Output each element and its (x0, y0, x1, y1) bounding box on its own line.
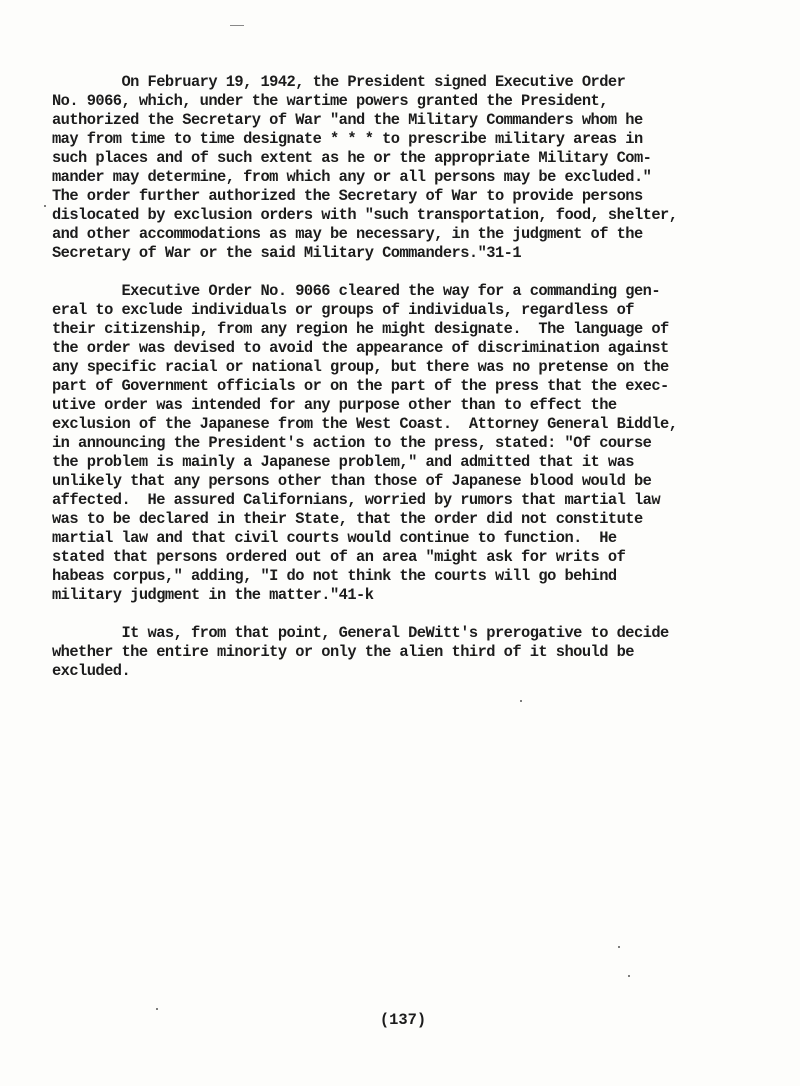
text-line: affected. He assured Californians, worried by rumors that martial law (52, 491, 661, 509)
scan-speck (156, 1008, 158, 1010)
text-line: unlikely that any persons other than those of Japanese blood would be (52, 472, 652, 490)
text-line: Secretary of War or the said Military Commanders."31-1 (52, 244, 522, 262)
text-line: was to be declared in their State, that the order did not constitute (52, 510, 643, 528)
text-line: military judgment in the matter."41-k (52, 586, 374, 604)
text-line: On February 19, 1942, the President signed Executive Order (52, 73, 626, 91)
scan-speck (44, 205, 46, 207)
text-line: eral to exclude individuals or groups of individuals, regardless of (52, 301, 634, 319)
text-line: and other accommodations as may be necessary, in the judgment of the (52, 225, 643, 243)
text-line: such places and of such extent as he or the appropriate Military Com- (52, 149, 652, 167)
text-line: authorized the Secretary of War "and the Military Commanders whom he (52, 111, 643, 129)
text-line: martial law and that civil courts would continue to function. He (52, 529, 617, 547)
page-number: (137) (379, 1011, 427, 1029)
text-line: No. 9066, which, under the wartime powers granted the President, (52, 92, 608, 110)
text-line: utive order was intended for any purpose other than to effect the (52, 396, 617, 414)
paragraph-spacer (52, 605, 752, 624)
scan-speck (520, 700, 522, 702)
text-line: may from time to time designate * * * to prescribe military areas in (52, 130, 643, 148)
text-line: the order was devised to avoid the appearance of discrimination against (52, 339, 669, 357)
scan-mark (230, 25, 244, 26)
paragraph-1 (52, 73, 752, 263)
text-line: habeas corpus," adding, "I do not think the courts will go behind (52, 567, 617, 585)
paragraph-spacer (52, 263, 752, 282)
text-line: mander may determine, from which any or all persons may be excluded." (52, 168, 652, 186)
text-line: exclusion of the Japanese from the West Coast. Attorney General Biddle, (52, 415, 678, 433)
text-line: in announcing the President's action to the press, stated: "Of course (52, 434, 652, 452)
text-line: their citizenship, from any region he might designate. The language of (52, 320, 669, 338)
body-text (52, 73, 752, 681)
scan-speck (628, 975, 630, 977)
text-line: stated that persons ordered out of an area "might ask for writs of (52, 548, 626, 566)
text-line: The order further authorized the Secretary of War to provide persons (52, 187, 643, 205)
text-line: the problem is mainly a Japanese problem," and admitted that it was (52, 453, 634, 471)
scan-speck (618, 946, 620, 948)
paragraph-3 (52, 624, 752, 681)
text-line: part of Government officials or on the part of the press that the exec- (52, 377, 669, 395)
text-line: whether the entire minority or only the alien third of it should be (52, 643, 634, 661)
text-line: dislocated by exclusion orders with "such transportation, food, shelter, (52, 206, 678, 224)
text-line: Executive Order No. 9066 cleared the way for a commanding gen- (52, 282, 661, 300)
text-line: any specific racial or national group, but there was no pretense on the (52, 358, 669, 376)
paragraph-2 (52, 282, 752, 605)
text-line: It was, from that point, General DeWitt's prerogative to decide (52, 624, 669, 642)
text-line: excluded. (52, 662, 131, 680)
